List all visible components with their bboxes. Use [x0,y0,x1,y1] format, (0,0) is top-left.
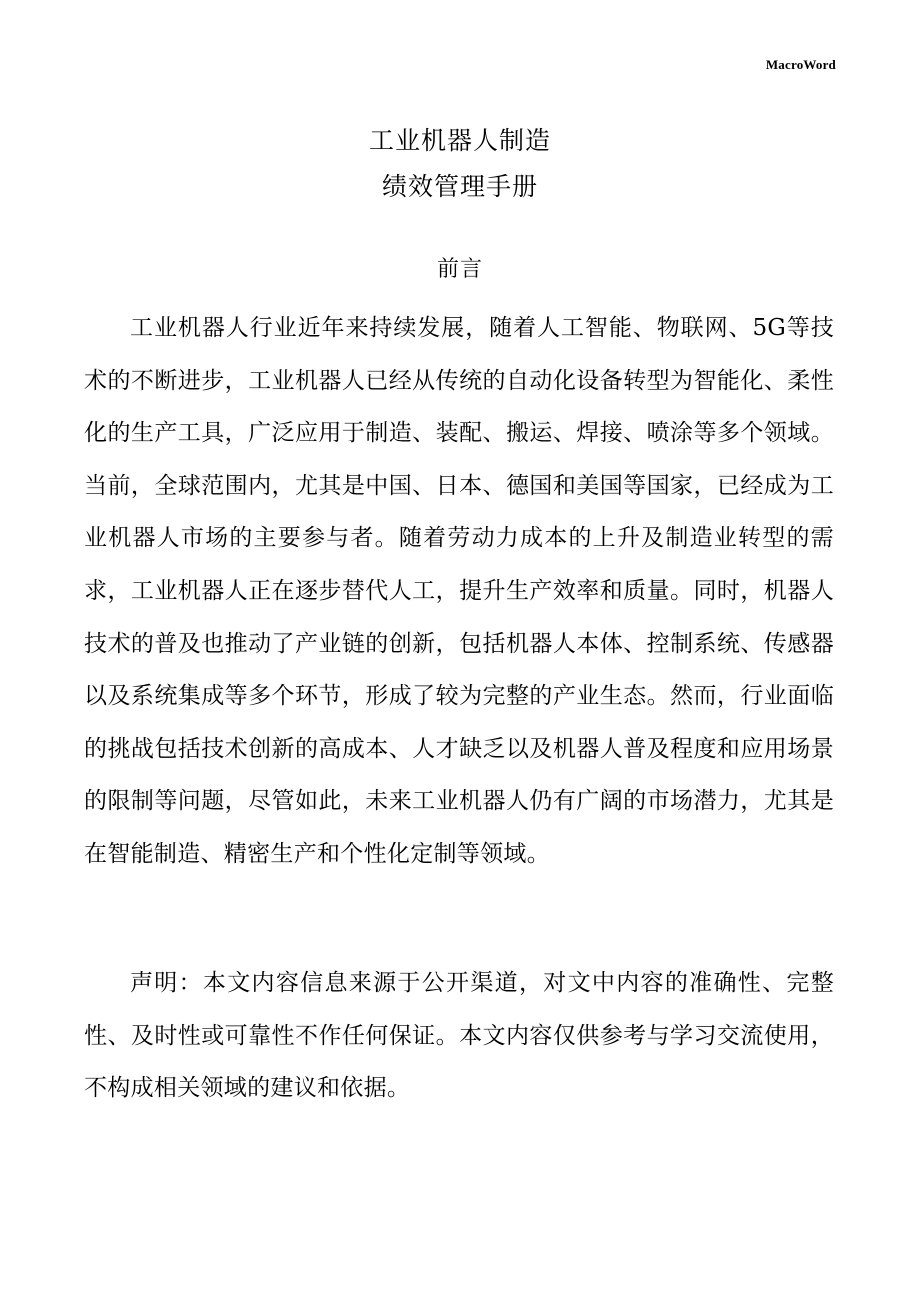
disclaimer-paragraph: 声明：本文内容信息来源于公开渠道，对文中内容的准确性、完整性、及时性或可靠性不作任何保证。本文内容仅供参考与学习交流使用，不构成相关领域的建议和依据。 [84,970,834,1102]
title-line-2: 绩效管理手册 [381,172,538,201]
header-brand: MacroWord [765,57,836,72]
preface-paragraph: 工业机器人行业近年来持续发展，随着人工智能、物联网、5G等技术的不断进步，工业机器人已经从传统的自动化设备转型为智能化、柔性化的生产工具，广泛应用于制造、装配、搬运、焊接、喷涂等多个领域。当前，全球范围内，尤其是中国、日本、德国和美国等国家，已经成为工业机器人市场的主要参与者。随着劳动力成本的上升及制造业转型的需求，工业机器人正在逐步替代人工，提升生产效率和质量。同时，机器人技术的普及也推动了产业链的创新，包括机器人本体、控制系统、传感器以及系统集成等多个环节，形成了较为完整的产业生态。然而，行业面临的挑战包括技术创新的高成本、人才缺乏以及机器人普及程度和应用场景的限制等问题，尽管如此，未来工业机器人仍有广阔的市场潜力，尤其是在智能制造、精密生产和个性化定制等领域。 [84,315,834,867]
document-title [0,118,920,210]
title-line-1: 工业机器人制造 [368,126,551,155]
preface-heading: 前言 [436,257,483,282]
